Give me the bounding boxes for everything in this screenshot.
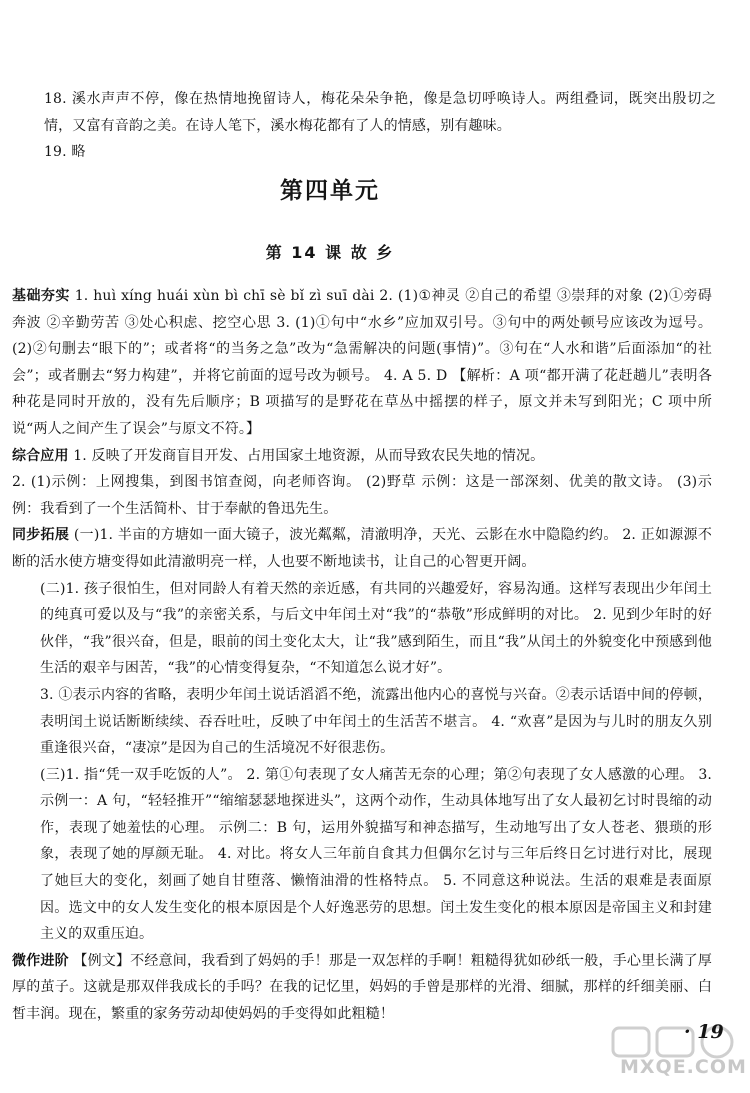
tongbu-part-3: 3. ①表示内容的省略，表明少年闰土说话滔滔不绝，流露出他内心的喜悦与兴奋。②表示话语中间的停顿，表明闰土说话断断续续、吞吞吐吐，反映了中年闰土的生活苦不堪言。 4. “欢喜”是因为与儿时的朋友久别重逢很兴奋，“凄凉”是因为自己的生活境况不好很悲伤。 bbox=[40, 686, 712, 757]
zonghe-text-1: 1. 反映了开发商盲目开发、占用国家土地资源，从而导致农民失地的情况。 bbox=[73, 447, 545, 464]
answer-18-19 bbox=[16, 86, 716, 166]
tongbu-part-4: (三)1. 指“凭一双手吃饭的人”。 2. 第①句表现了女人痛苦无奈的心理；第②句表现了女人感激的心理。 3. 示例一：A 句，“轻轻推开”“缩缩瑟瑟地探进头”，这两个动作，生动具体地写出了女人最初乞讨时畏缩的动作，表现了她羞怯的心理。 示例二：B 句，运用外貌描写和神态描写，生动地写出了女人苍老、猥琐的形象，表现了她的厚颜无耻。 4. 对比。将女人三年前自食其力但偶尔乞讨与三年后终日乞讨进行对比，展现了她巨大的变化，刻画了她自甘堕落、懒惰油滑的性格特点。 5. 不同意这种说法。生活的艰难是表面原因。选文中的女人发生变化的根本原因是个人好逸恶劳的思想。闰土发生变化的根本原因是帝国主义和封建主义的双重压迫。 bbox=[40, 766, 712, 943]
jichu-text: 1. huì xíng huái xùn bì chī sè bǐ zì suī dài 2. (1)①神灵 ②自己的希望 ③崇拜的对象 (2)①旁碍奔波 ②辛勤劳苦 ③处心积虑、挖空心思 3. (1)①句中“水乡”应加双引号。③句中的两处顿号应该改为逗号。 (2)②句删去“眼下的”；或者将“的当务之急”改为“急需解决的问题(事情)”。③句在“人水和谐”后面添加“的社会”；或者删去“努力构建”，并将它前面的逗号改为顿号。 4. A 5. D 【解析：A 项“都开满了花赶趟儿”表明各种花是同时开放的，没有先后顺序；B 项描写的是野花在草丛中摇摆的样子，原文并未写到阳光；C 项中所说“两人之间产生了误会”与原文不符。】 bbox=[12, 288, 712, 437]
tongbu-part-2: (二)1. 孩子很怕生，但对同龄人有着天然的亲近感，有共同的兴趣爱好，容易沟通。这样写表现出少年闰土的纯真可爱以及与“我”的亲密关系，与后文中年闰土对“我”的“恭敬”形成鲜明的对比。 2. 见到少年时的好伙伴，“我”很兴奋，但是，眼前的闰土变化太大，让“我”感到陌生，而且“我”从闰土的外貌变化中预感到他生活的艰辛与困苦，“我”的心情变得复杂，“不知道怎么说才好”。 bbox=[40, 580, 712, 677]
weizuo-heading: 微作进阶 bbox=[12, 952, 69, 969]
tongbu-heading: 同步拓展 bbox=[12, 527, 70, 544]
lesson-title: 第 14 课 故 乡 bbox=[265, 243, 395, 262]
answer-18: 18. 溪水声声不停，像在热情地挽留诗人，梅花朵朵争艳，像是急切呼唤诗人。两组叠词，既突出殷切之情，又富有音韵之美。在诗人笔下，溪水梅花都有了人的情感，别有趣味。 bbox=[44, 91, 716, 134]
tongbu-part-1: (一)1. 半亩的方塘如一面大镜子，波光粼粼，清澈明净，天光、云影在水中隐隐约约。 2. 正如源源不断的活水使方塘变得如此清澈明亮一样，人也要不断地读书，让自己的心智更开阔。 bbox=[12, 527, 712, 570]
page-number: · 19 bbox=[684, 1021, 724, 1043]
watermark-text: MXQE.COM bbox=[620, 1056, 747, 1078]
watermark-logo bbox=[605, 1022, 745, 1088]
zonghe-text-2: 2. (1)示例：上网搜集，到图书馆查阅，向老师咨询。 (2)野草 示例：这是一部深刻、优美的散文诗。 (3)示例：我看到了一个生活简朴、甘于奉献的鲁迅先生。 bbox=[12, 474, 712, 517]
answer-19: 19. 略 bbox=[44, 144, 86, 161]
unit-title: 第四单元 bbox=[280, 178, 380, 204]
zonghe-heading: 综合应用 bbox=[12, 447, 69, 464]
jichu-heading: 基础夯实 bbox=[12, 288, 70, 304]
weizuo-text: 【例文】不经意间，我看到了妈妈的手！那是一双怎样的手啊！粗糙得犹如砂纸一般，手心里长满了厚厚的茧子。这就是那双伴我成长的手吗？在我的记忆里，妈妈的手曾是那样的光滑、细腻，那样的纤细美丽、白皙丰润。现在，繁重的家务劳动却使妈妈的手变得如此粗糙！ bbox=[12, 952, 712, 1023]
jichu-section bbox=[12, 283, 712, 1028]
